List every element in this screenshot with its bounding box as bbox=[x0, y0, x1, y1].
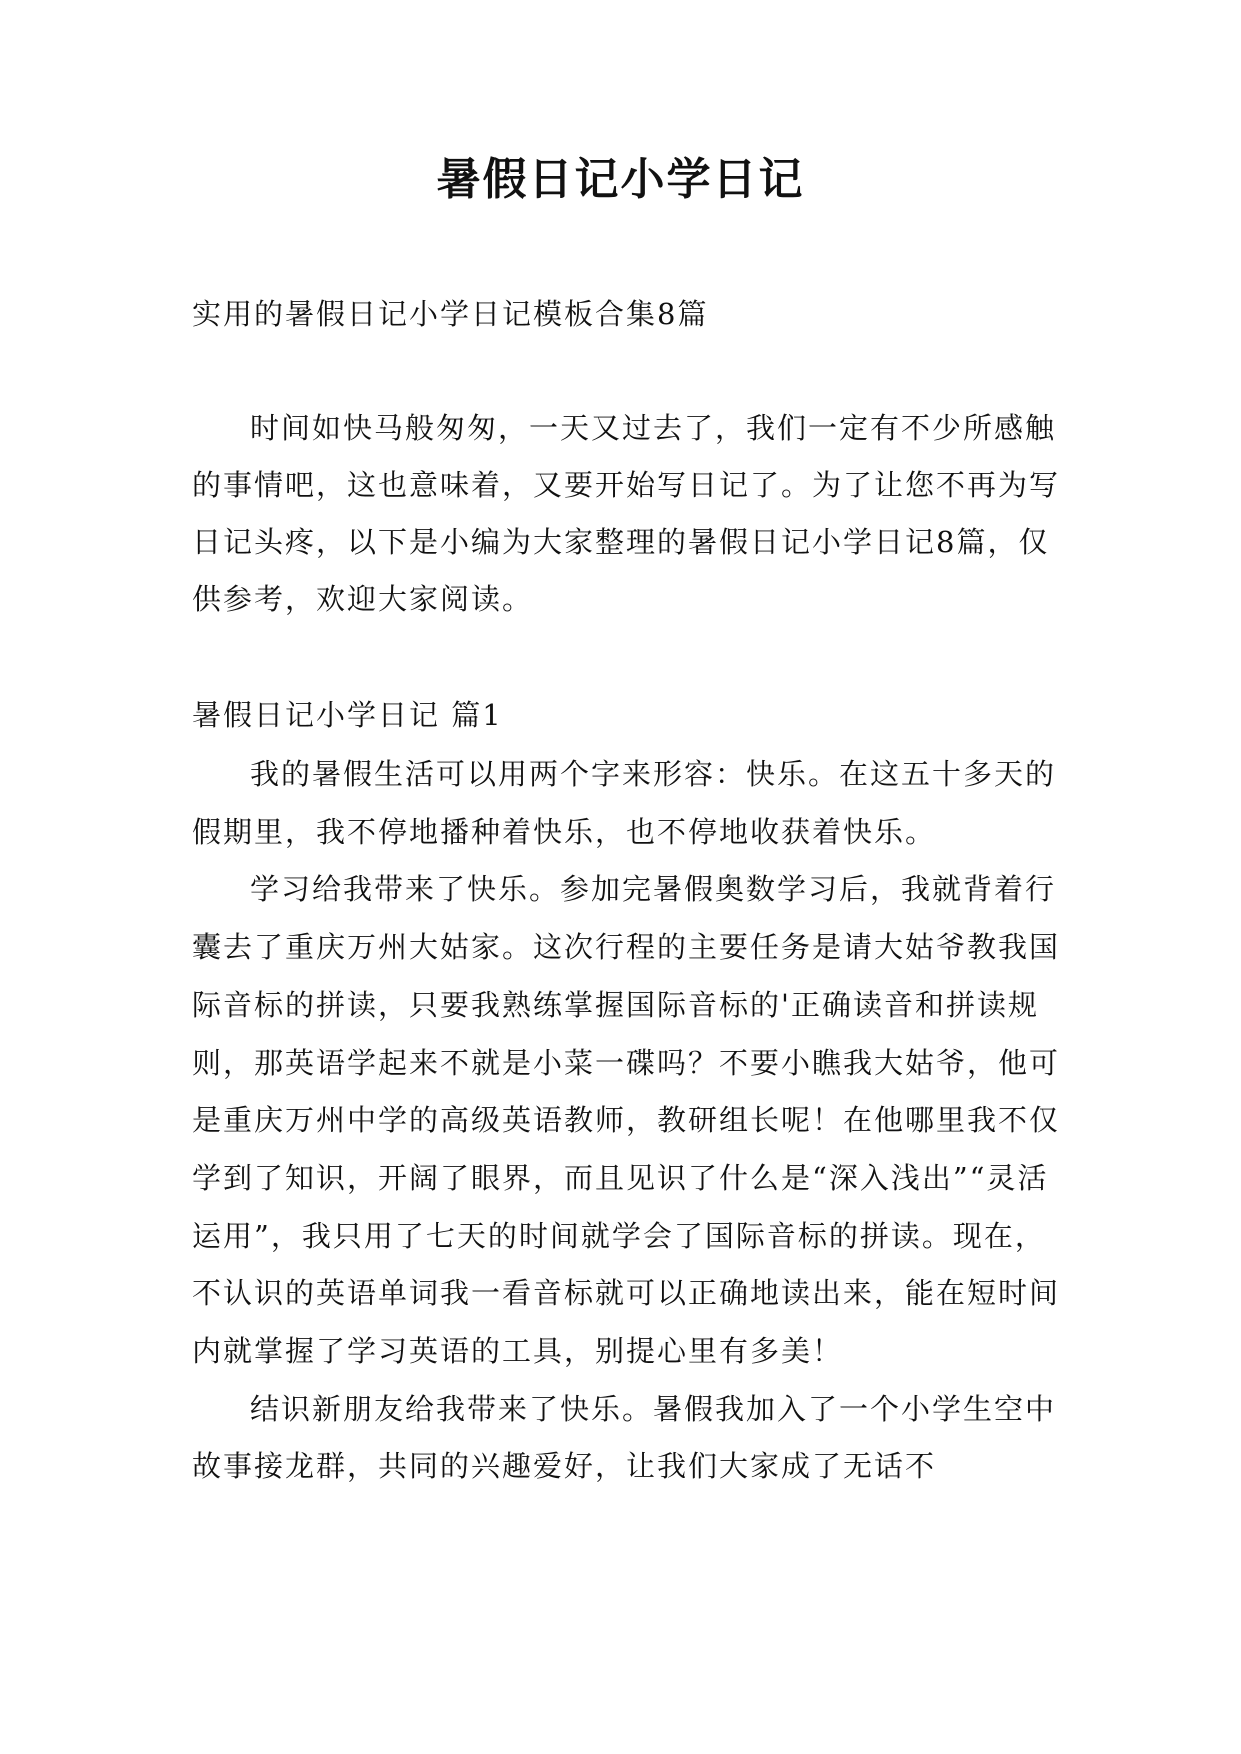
body-paragraph: 我的暑假生活可以用两个字来形容：快乐。在这五十多天的假期里，我不停地播种着快乐，也不停地收获着快乐。 bbox=[192, 757, 1057, 849]
document-body bbox=[192, 284, 1062, 1496]
document-title: 暑假日记小学日记 bbox=[436, 154, 805, 205]
section-heading: 暑假日记小学日记 篇1 bbox=[192, 698, 503, 732]
intro-paragraph: 时间如快马般匆匆，一天又过去了，我们一定有不少所感触的事情吧，这也意味着，又要开始写日记了。为了让您不再为写日记头疼，以下是小编为大家整理的暑假日记小学日记8篇，仅供参考，欢迎大家阅读。 bbox=[192, 411, 1061, 616]
body-paragraph: 结识新朋友给我带来了快乐。暑假我加入了一个小学生空中故事接龙群，共同的兴趣爱好，让我们大家成了无话不 bbox=[192, 1391, 1057, 1484]
body-paragraph: 学习给我带来了快乐。参加完暑假奥数学习后，我就背着行囊去了重庆万州大姑家。这次行程的主要任务是请大姑爷教我国际音标的拼读，只要我熟练掌握国际音标的'正确读音和拼读规则，那英语学起来不就是小菜一碟吗？不要小瞧我大姑爷，他可是重庆万州中学的高级英语教师，教研组长呢！在他哪里我不仅学到了知识，开阔了眼界，而且见识了什么是“深入浅出”“灵活运用”，我只用了七天的时间就学会了国际音标的拼读。现在，不认识的英语单词我一看音标就可以正确地读出来，能在短时间内就掌握了学习英语的工具，别提心里有多美！ bbox=[192, 872, 1061, 1369]
document-subtitle: 实用的暑假日记小学日记模板合集8篇 bbox=[192, 297, 709, 331]
diary-section bbox=[192, 686, 1062, 1496]
